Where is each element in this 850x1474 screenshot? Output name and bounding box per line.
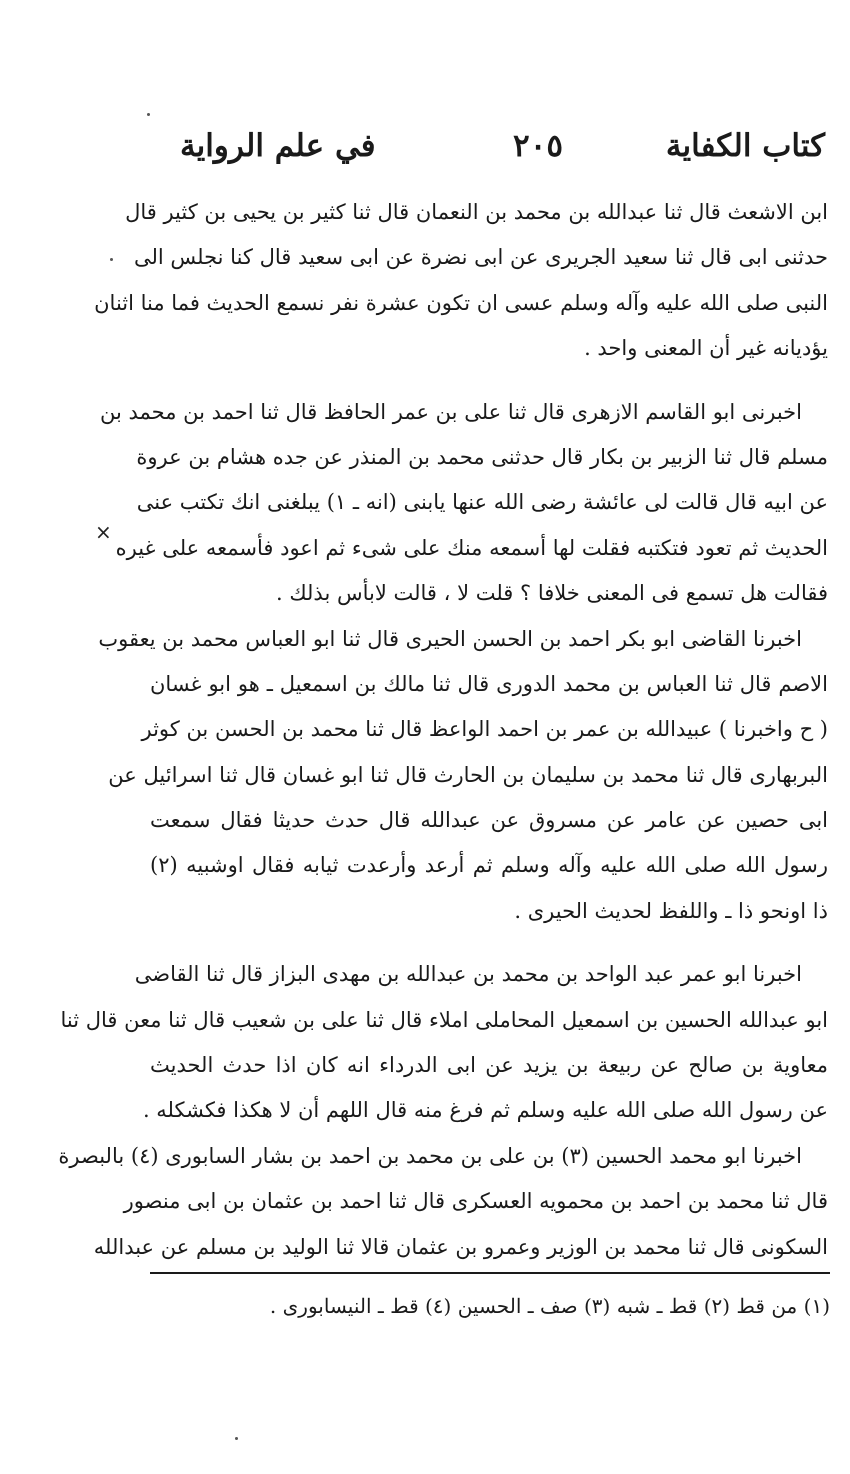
- book-title: كتاب الكفاية: [665, 128, 825, 164]
- text-line: يؤديانه غير أن المعنى واحد .: [584, 336, 828, 361]
- main-text: [58, 190, 828, 1270]
- text-line: عن رسول الله صلى الله عليه وسلم ثم فرغ منه قال اللهم أن لا هكذا فكشكله .: [142, 1098, 828, 1123]
- scan-speck: [235, 1437, 238, 1440]
- text-line: الحديث ثم تعود فتكتبه فقلت لها أسمعه منك على شىء ثم اعود فأسمعه على غيره: [115, 535, 828, 560]
- paragraph-4: [60, 952, 828, 1134]
- footnote: (١) من قط (٢) قط ـ شبه (٣) صف ـ الحسين (٤) قط ـ النيسابورى .: [269, 1294, 830, 1318]
- text-line: ( ح واخبرنا ) عبيدالله بن عمر بن احمد الواعظ قال ثنا محمد بن الحسن بن كوثر: [141, 717, 828, 742]
- paragraph-1: [94, 190, 828, 372]
- paragraph-2: [99, 390, 828, 617]
- paragraph-5: [58, 1134, 828, 1270]
- text-line: ابو عبدالله الحسين بن اسمعيل المحاملى املاء قال ثنا على بن شعيب قال ثنا معن قال ثنا: [60, 1007, 828, 1032]
- text-line: اخبرنا ابو عمر عبد الواحد بن محمد بن عبدالله بن مهدى البزاز قال ثنا القاضى: [134, 962, 802, 987]
- footnote-divider: [150, 1272, 830, 1274]
- text-line: اخبرنى ابو القاسم الازهرى قال ثنا على بن عمر الحافظ قال ثنا احمد بن محمد بن: [99, 399, 802, 424]
- text-line: عن ابيه قال قالت لى عائشة رضى الله عنها يابنى (انه ـ ١) يبلغنى انك تكتب عنى: [136, 490, 828, 515]
- page-header: [180, 128, 825, 178]
- text-line: رسول الله صلى الله عليه وآله وسلم ثم أرعد وأرعدت ثيابه فقال اوشبيه (٢): [150, 853, 828, 878]
- text-line: اخبرنا ابو محمد الحسين (٣) بن على بن محمد بن احمد بن بشار السابورى (٤) بالبصرة: [58, 1143, 802, 1168]
- text-line: فقالت هل تسمع فى المعنى خلافا ؟ قلت لا ، قالت لابأس بذلك .: [275, 581, 828, 606]
- text-line: مسلم قال ثنا الزبير بن بكار قال حدثنى محمد بن المنذر عن جده هشام بن عروة: [136, 444, 828, 469]
- text-line: النبى صلى الله عليه وآله وسلم عسى ان تكون عشرة نفر نسمع الحديث فما منا اثنان: [94, 290, 828, 315]
- text-line: البربهارى قال ثنا محمد بن سليمان بن الحارث قال ثنا ابو غسان قال ثنا اسرائيل عن: [108, 762, 828, 787]
- scan-speck: [110, 258, 113, 261]
- text-line: حدثنى ابى قال ثنا سعيد الجريرى عن ابى نضرة عن ابى سعيد قال كنا نجلس الى: [133, 245, 828, 270]
- text-line: ابى حصين عن عامر عن مسروق عن عبدالله قال حدث حديثا فقال سمعت: [150, 808, 828, 833]
- scan-speck: [147, 113, 150, 116]
- text-line: ذا اونحو ذا ـ واللفظ لحديث الحيرى .: [514, 898, 828, 923]
- page-number: ٢٠٥: [513, 128, 563, 164]
- margin-mark: ×: [95, 520, 112, 544]
- book-subject: في علم الرواية: [180, 128, 376, 164]
- text-line: معاوية بن صالح عن ربيعة بن يزيد عن ابى الدرداء انه كان اذا حدث الحديث: [150, 1053, 828, 1078]
- text-line: الاصم قال ثنا العباس بن محمد الدورى قال ثنا مالك بن اسمعيل ـ هو ابو غسان: [150, 671, 828, 696]
- text-line: اخبرنا القاضى ابو بكر احمد بن الحسن الحيرى قال ثنا ابو العباس محمد بن يعقوب: [98, 626, 802, 651]
- text-line: السكونى قال ثنا محمد بن الوزير وعمرو بن عثمان قالا ثنا الوليد بن مسلم عن عبدالله: [93, 1234, 828, 1259]
- paragraph-3: [98, 617, 828, 935]
- text-line: قال ثنا محمد بن احمد بن محمويه العسكرى قال ثنا احمد بن عثمان بن ابى منصور: [123, 1189, 828, 1214]
- text-line: ابن الاشعث قال ثنا عبدالله بن محمد بن النعمان قال ثنا كثير بن يحيى بن كثير قال: [125, 200, 828, 224]
